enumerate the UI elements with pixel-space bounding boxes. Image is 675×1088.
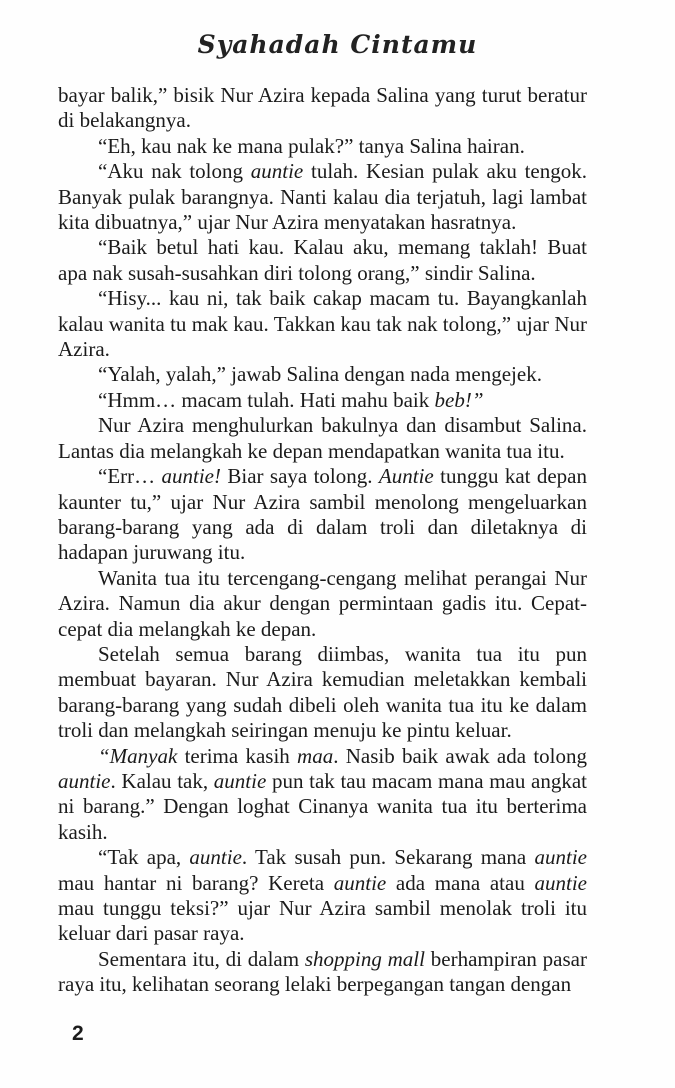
paragraph — [58, 642, 587, 744]
text-run: auntie! — [161, 464, 221, 489]
paragraph — [58, 362, 587, 387]
paragraph — [58, 566, 587, 642]
text-run: bayar balik,” bisik Nur Azira kepada Salina yang turut beratur di belakangnya. — [58, 83, 587, 133]
text-run: tulah. Kesian pulak aku tengok. Banyak pulak barangnya. Nanti kalau dia terjatuh, lagi lambat kita dibuatnya,” ujar Nur Azira menyatakan hasratnya. — [58, 159, 587, 235]
paragraph — [58, 235, 587, 286]
text-run: tunggu kat depan kaunter tu,” ujar Nur Azira sambil menolong mengeluarkan barang-barang yang ada di dalam troli dan diletaknya di hadapan juruwang itu. — [58, 464, 587, 565]
text-run: “Aku nak tolong — [98, 159, 251, 184]
running-header-title: Syahadah Cintamu — [197, 30, 478, 59]
text-run: auntie — [58, 768, 111, 793]
text-run: pun tak tau macam mana mau angkat ni barang.” Dengan loghat Cinanya wanita tua itu berterima kasih. — [58, 768, 587, 844]
text-run: . Nasib baik awak ada tolong — [333, 743, 587, 768]
text-run: berhampiran pasar raya itu, kelihatan seorang lelaki berpegangan tangan dengan — [58, 946, 587, 997]
paragraph — [58, 159, 587, 235]
paragraph — [58, 947, 587, 998]
text-run: shopping mall — [304, 946, 425, 971]
text-run: Biar saya tolong. — [221, 464, 379, 489]
paragraph — [58, 286, 587, 362]
paragraph — [58, 744, 587, 846]
text-run: “Hmm… macam tulah. Hati mahu baik — [98, 387, 435, 412]
text-run: “Yalah, yalah,” jawab Salina dengan nada mengejek. — [98, 362, 542, 387]
text-run: Auntie — [378, 464, 434, 489]
text-run: “Err… — [98, 464, 162, 489]
text-run: “Eh, kau nak ke mana pulak?” tanya Salina hairan. — [98, 133, 525, 158]
paragraph — [58, 464, 587, 566]
paragraph — [58, 83, 587, 134]
text-run: Nur Azira menghulurkan bakulnya dan disambut Salina. Lantas dia melangkah ke depan mendapatkan wanita tua itu. — [58, 413, 587, 463]
text-run: “Tak apa, — [98, 845, 190, 870]
text-run: Setelah semua barang diimbas, wanita tua itu pun membuat bayaran. Nur Azira kemudian meletakkan kembali barang-barang yang sudah dibeli oleh wanita tua itu ke dalam troli dan melangkah seiringan menuju ke pintu keluar. — [58, 641, 587, 743]
paragraph — [58, 413, 587, 464]
body-text — [58, 83, 587, 998]
page-number: 2 — [72, 1022, 84, 1045]
text-run: auntie — [250, 159, 304, 184]
text-run: Wanita tua itu tercengang-cengang melihat perangai Nur Azira. Namun dia akur dengan permintaan gadis itu. Cepat-cepat dia melangkah ke depan. — [58, 565, 587, 641]
text-run: ada mana atau — [386, 870, 535, 895]
paragraph — [58, 388, 587, 413]
paragraph — [58, 845, 587, 947]
text-run: auntie — [534, 845, 587, 870]
text-run: auntie — [213, 768, 267, 793]
text-run: “Manyak — [98, 743, 178, 768]
text-run: mau hantar ni barang? Kereta — [58, 870, 334, 895]
text-run: “Baik betul hati kau. Kalau aku, memang taklah! Buat apa nak susah-susahkan diri tolong orang,” sindir Salina. — [58, 235, 587, 285]
text-run: terima kasih — [177, 743, 298, 768]
text-run: auntie — [534, 870, 588, 895]
text-run: . Tak susah pun. Sekarang mana — [241, 845, 535, 870]
paragraph — [58, 134, 587, 159]
text-run: maa — [297, 743, 334, 768]
text-run: auntie — [333, 870, 387, 895]
text-run: beb!” — [434, 387, 484, 412]
text-run: . Kalau tak, — [110, 768, 214, 793]
text-run: “Hisy... kau ni, tak baik cakap macam tu. Bayangkanlah kalau wanita tu mak kau. Takkan kau tak nak tolong,” ujar Nur Azira. — [58, 286, 587, 362]
text-run: auntie — [189, 845, 242, 870]
text-run: Sementara itu, di dalam — [98, 946, 305, 971]
text-run: mau tunggu teksi?” ujar Nur Azira sambil menolak troli itu keluar dari pasar raya. — [58, 896, 587, 946]
